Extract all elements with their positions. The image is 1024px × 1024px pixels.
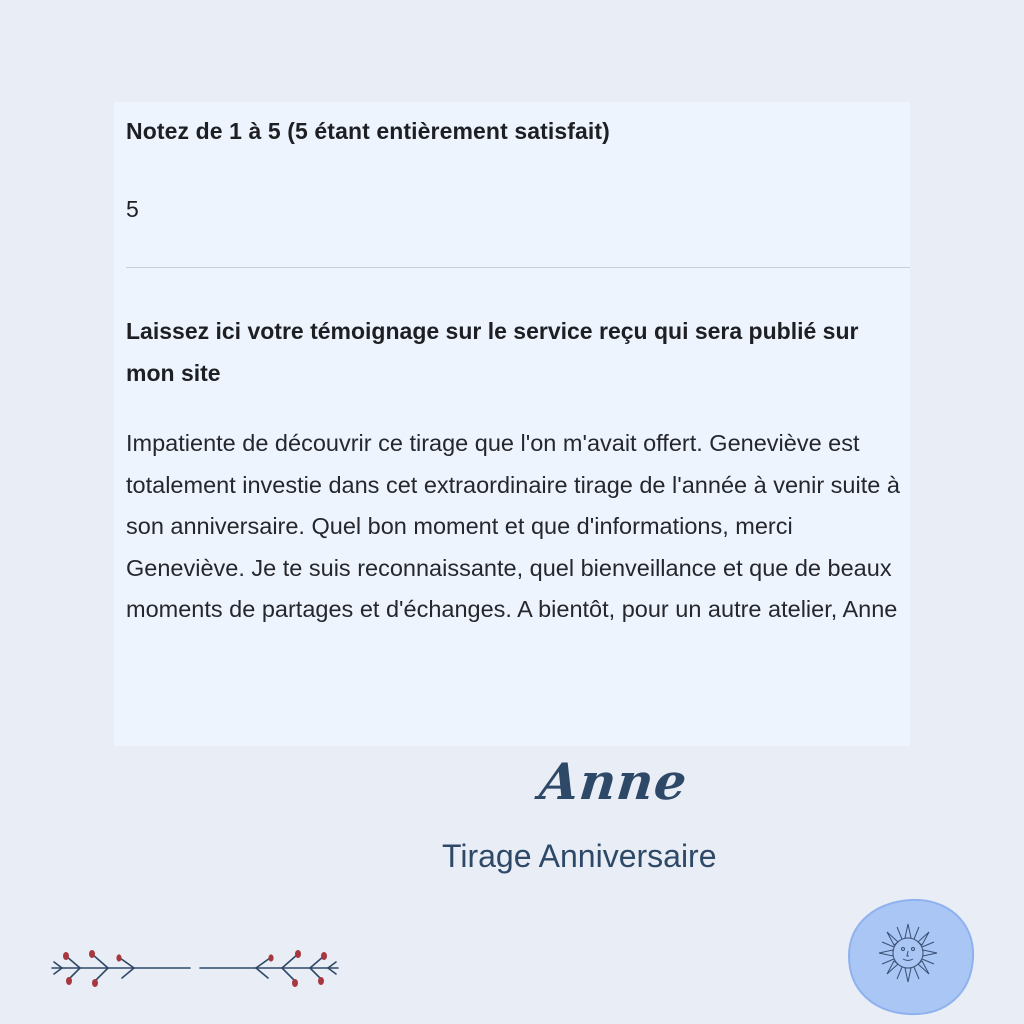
rating-question: Notez de 1 à 5 (5 étant entièrement satisfait) bbox=[126, 118, 610, 144]
branch-divider-icon bbox=[50, 944, 340, 999]
service-name: Tirage Anniversaire bbox=[442, 838, 717, 874]
author-signature: Anne bbox=[536, 752, 691, 811]
sun-logo-icon bbox=[845, 896, 977, 1023]
rating-value: 5 bbox=[126, 196, 139, 222]
review-card bbox=[114, 102, 910, 746]
testimonial-question: Laissez ici votre témoignage sur le service reçu qui sera publié sur mon site bbox=[126, 318, 859, 386]
testimonial-text: Impatiente de découvrir ce tirage que l'on m'avait offert. Geneviève est totalement investie dans cet extraordinaire tirage de l'année à venir suite à son anniversaire. Quel bon moment et que d'informations, merci Geneviève. Je te suis reconnaissante, quel bienveillance et que de beaux moments de partages et d'échanges. A bientôt, pour un autre atelier, Anne bbox=[126, 430, 900, 622]
card-divider bbox=[126, 267, 910, 268]
